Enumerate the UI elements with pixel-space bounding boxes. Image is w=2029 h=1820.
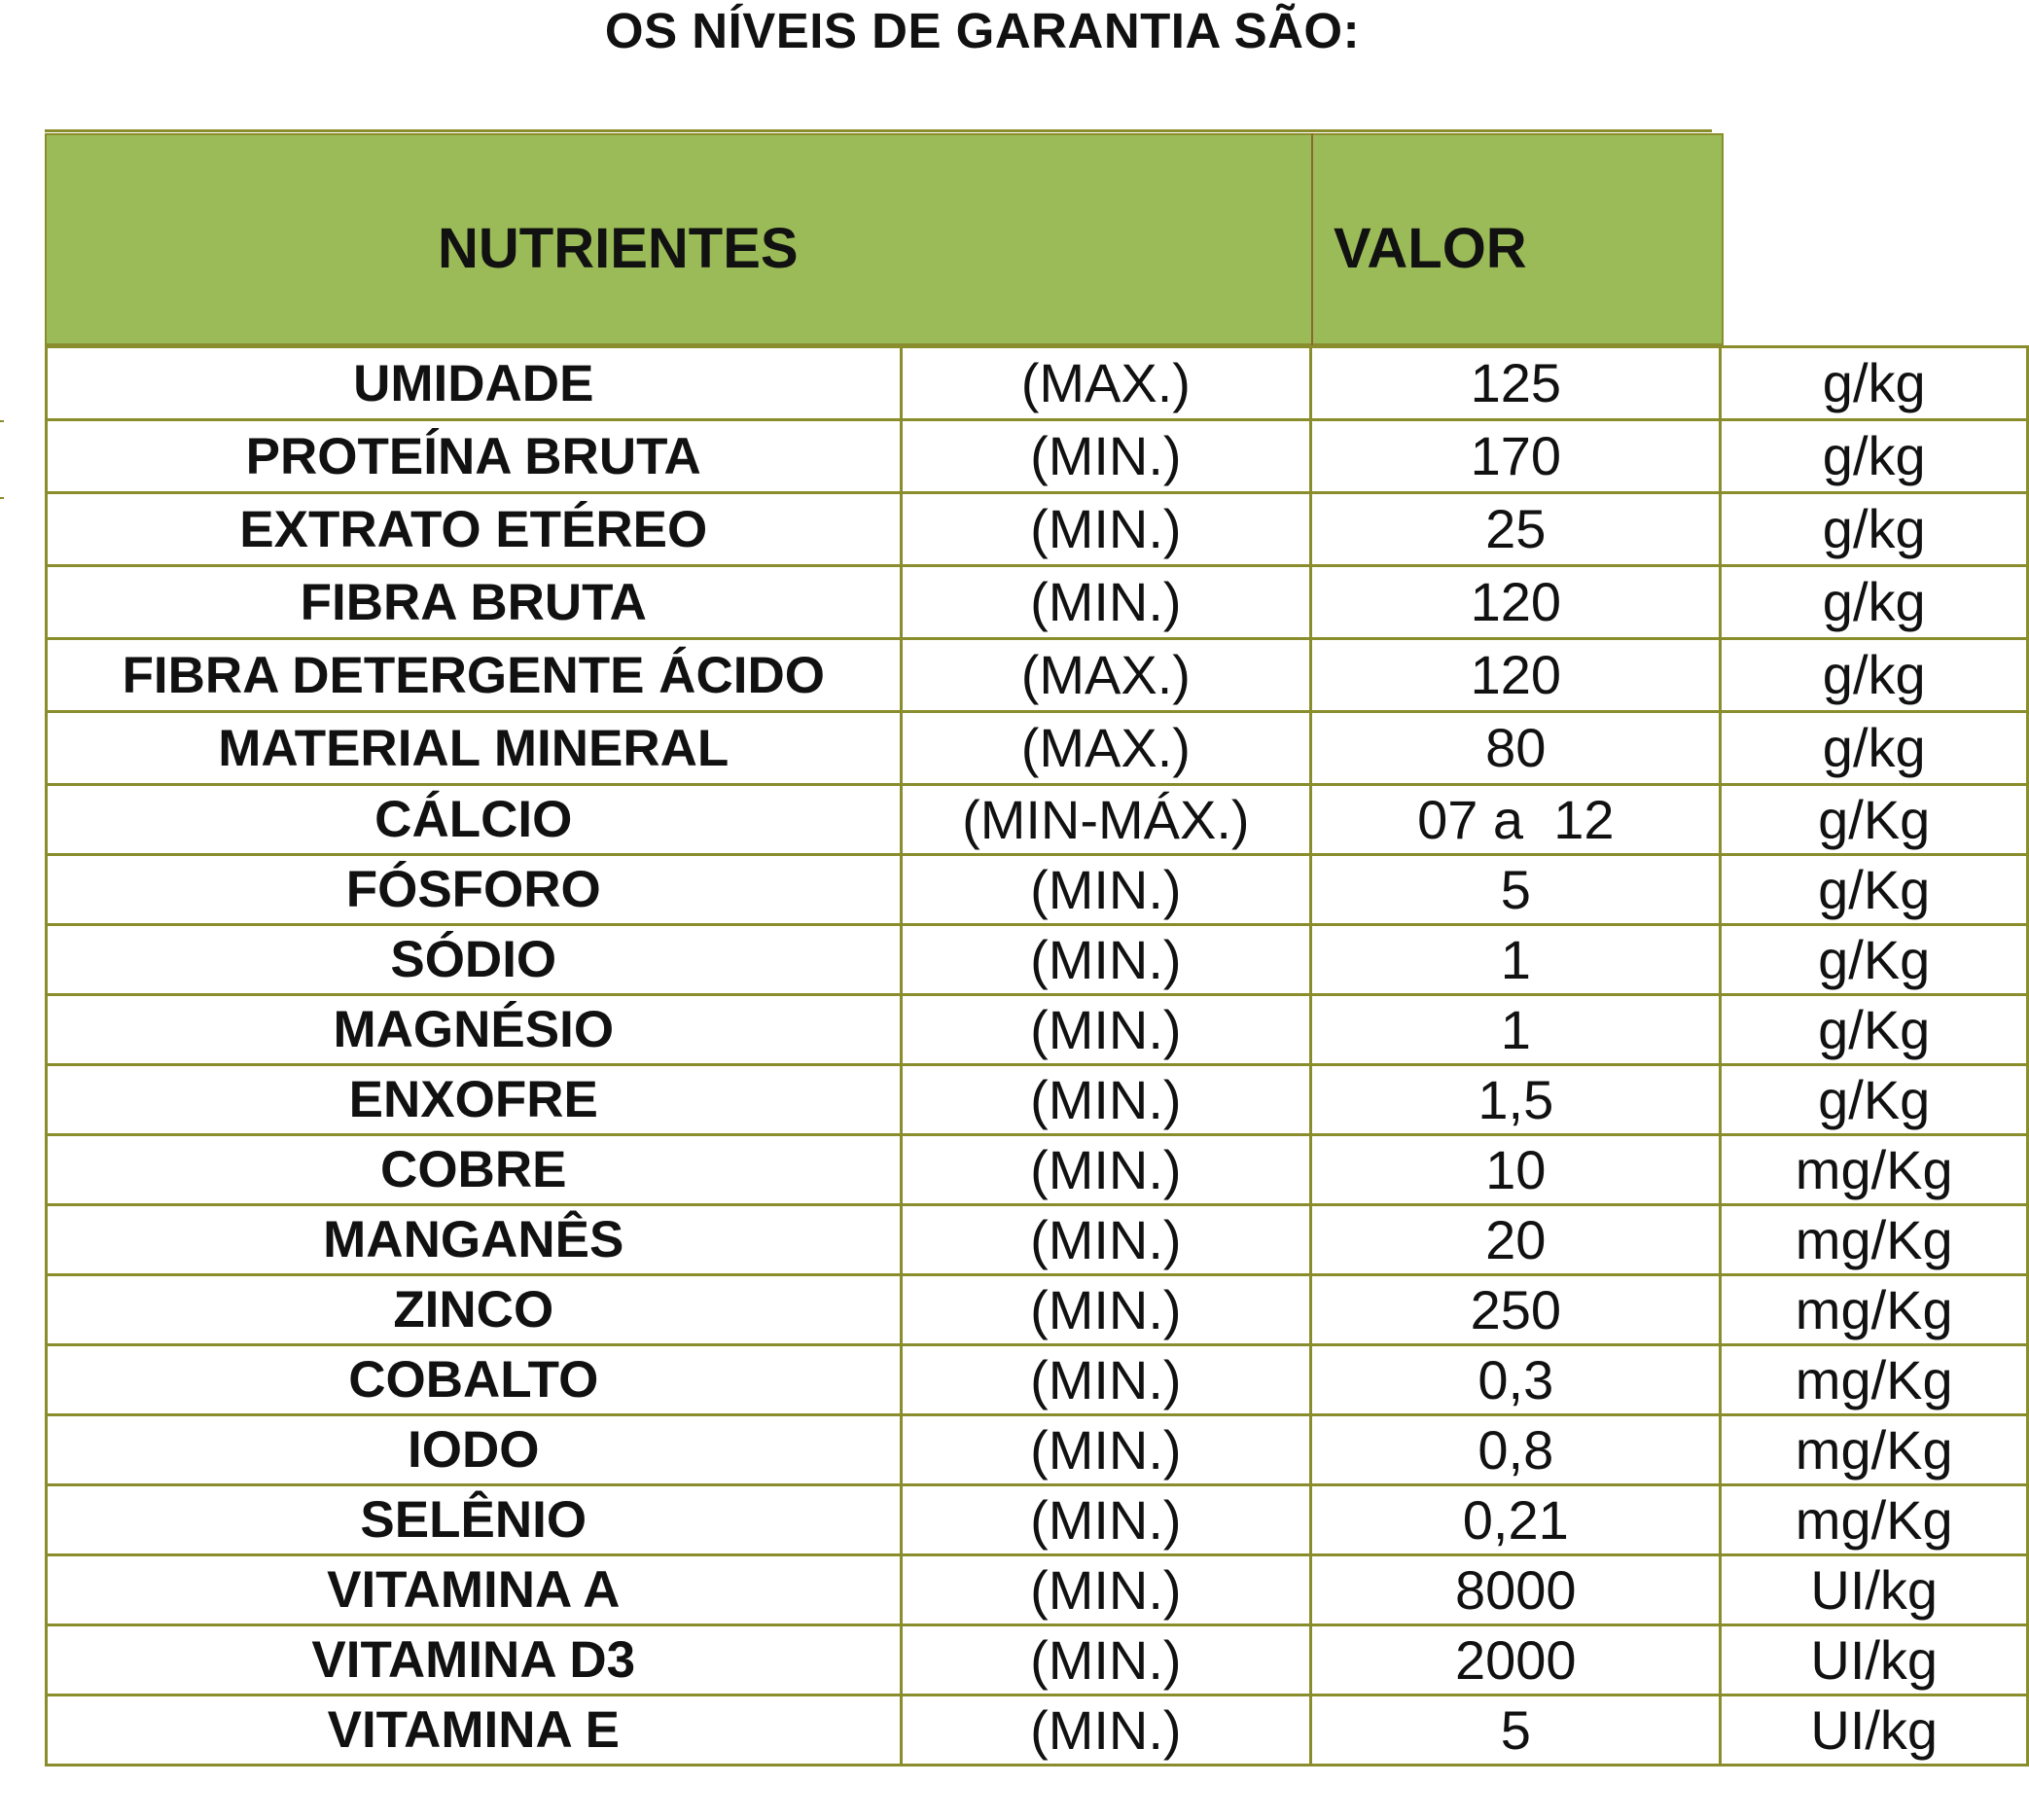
nutrient-name-cell: MATERIAL MINERAL: [47, 712, 902, 785]
limit-type-cell: (MIN.): [901, 995, 1311, 1065]
unit-cell: g/kg: [1721, 493, 2028, 566]
value-cell: 250: [1311, 1275, 1721, 1345]
value-cell: 5: [1311, 1695, 1721, 1766]
unit-cell: g/kg: [1721, 712, 2028, 785]
nutrient-name-cell: VITAMINA D3: [47, 1625, 902, 1695]
table-row: [47, 855, 2028, 925]
value-cell: 5: [1311, 855, 1721, 925]
limit-type-cell: (MIN.): [901, 1205, 1311, 1275]
unit-cell: mg/Kg: [1721, 1205, 2028, 1275]
nutrient-name-cell: COBALTO: [47, 1345, 902, 1415]
unit-cell: UI/kg: [1721, 1695, 2028, 1766]
nutrient-name-cell: FIBRA BRUTA: [47, 566, 902, 639]
unit-cell: g/kg: [1721, 420, 2028, 493]
nutrient-name-cell: ENXOFRE: [47, 1065, 902, 1135]
value-cell: 25: [1311, 493, 1721, 566]
table-row: [47, 995, 2028, 1065]
value-cell: 1: [1311, 995, 1721, 1065]
table-row: [47, 1555, 2028, 1625]
table-row: [47, 1415, 2028, 1485]
table-body: [47, 347, 2028, 1766]
nutrient-name-cell: ZINCO: [47, 1275, 902, 1345]
table-row: [47, 493, 2028, 566]
unit-cell: mg/Kg: [1721, 1415, 2028, 1485]
value-cell: 8000: [1311, 1555, 1721, 1625]
unit-cell: g/Kg: [1721, 1065, 2028, 1135]
table-row: [47, 566, 2028, 639]
limit-type-cell: (MIN.): [901, 925, 1311, 995]
limit-type-cell: (MIN.): [901, 1695, 1311, 1766]
nutrient-name-cell: SÓDIO: [47, 925, 902, 995]
table-row: [47, 1485, 2028, 1555]
unit-cell: g/Kg: [1721, 785, 2028, 855]
nutrient-name-cell: IODO: [47, 1415, 902, 1485]
top-rule: [45, 129, 1712, 132]
unit-cell: UI/kg: [1721, 1555, 2028, 1625]
limit-type-cell: (MIN.): [901, 493, 1311, 566]
table-row: [47, 639, 2028, 712]
nutrient-name-cell: VITAMINA A: [47, 1555, 902, 1625]
unit-cell: mg/Kg: [1721, 1275, 2028, 1345]
unit-cell: mg/Kg: [1721, 1485, 2028, 1555]
value-cell: 0,21: [1311, 1485, 1721, 1555]
table-row: [47, 1345, 2028, 1415]
value-cell: 120: [1311, 566, 1721, 639]
unit-cell: g/kg: [1721, 639, 2028, 712]
nutrient-name-cell: UMIDADE: [47, 347, 902, 420]
unit-cell: g/Kg: [1721, 855, 2028, 925]
limit-type-cell: (MIN.): [901, 1065, 1311, 1135]
value-cell: 1,5: [1311, 1065, 1721, 1135]
table-row: [47, 1275, 2028, 1345]
nutrient-name-cell: VITAMINA E: [47, 1695, 902, 1766]
limit-type-cell: (MIN-MÁX.): [901, 785, 1311, 855]
value-cell: 20: [1311, 1205, 1721, 1275]
table-row: [47, 347, 2028, 420]
limit-type-cell: (MIN.): [901, 420, 1311, 493]
value-cell: 1: [1311, 925, 1721, 995]
unit-cell: g/kg: [1721, 566, 2028, 639]
header-nutrients: NUTRIENTES: [438, 217, 799, 280]
value-cell: 125: [1311, 347, 1721, 420]
margin-tick: [0, 420, 4, 422]
header-divider: [1311, 133, 1313, 345]
table-row: [47, 925, 2028, 995]
limit-type-cell: (MIN.): [901, 1135, 1311, 1205]
nutrient-name-cell: EXTRATO ETÉREO: [47, 493, 902, 566]
limit-type-cell: (MIN.): [901, 1625, 1311, 1695]
value-cell: 80: [1311, 712, 1721, 785]
table-row: [47, 712, 2028, 785]
limit-type-cell: (MIN.): [901, 1275, 1311, 1345]
header-value: VALOR: [1334, 217, 1527, 280]
table-row: [47, 1205, 2028, 1275]
unit-cell: g/Kg: [1721, 925, 2028, 995]
value-cell: 0,8: [1311, 1415, 1721, 1485]
limit-type-cell: (MIN.): [901, 1555, 1311, 1625]
guarantee-table: [45, 345, 2029, 1766]
margin-tick: [0, 497, 4, 499]
value-cell: 10: [1311, 1135, 1721, 1205]
value-cell: 120: [1311, 639, 1721, 712]
unit-cell: mg/Kg: [1721, 1135, 2028, 1205]
nutrient-name-cell: PROTEÍNA BRUTA: [47, 420, 902, 493]
nutrient-name-cell: FÓSFORO: [47, 855, 902, 925]
limit-type-cell: (MIN.): [901, 855, 1311, 925]
table-row: [47, 785, 2028, 855]
nutrient-name-cell: MAGNÉSIO: [47, 995, 902, 1065]
unit-cell: g/Kg: [1721, 995, 2028, 1065]
limit-type-cell: (MIN.): [901, 1485, 1311, 1555]
table-row: [47, 1695, 2028, 1766]
table-row: [47, 420, 2028, 493]
limit-type-cell: (MAX.): [901, 347, 1311, 420]
limit-type-cell: (MIN.): [901, 1345, 1311, 1415]
unit-cell: UI/kg: [1721, 1625, 2028, 1695]
table-row: [47, 1135, 2028, 1205]
nutrient-name-cell: FIBRA DETERGENTE ÁCIDO: [47, 639, 902, 712]
table-row: [47, 1065, 2028, 1135]
unit-cell: g/kg: [1721, 347, 2028, 420]
limit-type-cell: (MAX.): [901, 712, 1311, 785]
limit-type-cell: (MIN.): [901, 1415, 1311, 1485]
nutrient-name-cell: SELÊNIO: [47, 1485, 902, 1555]
nutrient-name-cell: COBRE: [47, 1135, 902, 1205]
value-cell: 0,3: [1311, 1345, 1721, 1415]
nutrient-name-cell: MANGANÊS: [47, 1205, 902, 1275]
value-cell: 2000: [1311, 1625, 1721, 1695]
limit-type-cell: (MAX.): [901, 639, 1311, 712]
table-row: [47, 1625, 2028, 1695]
limit-type-cell: (MIN.): [901, 566, 1311, 639]
nutrient-name-cell: CÁLCIO: [47, 785, 902, 855]
value-cell: 07 a 12: [1311, 785, 1721, 855]
value-cell: 170: [1311, 420, 1721, 493]
page-title: OS NÍVEIS DE GARANTIA SÃO:: [604, 3, 1361, 58]
unit-cell: mg/Kg: [1721, 1345, 2028, 1415]
